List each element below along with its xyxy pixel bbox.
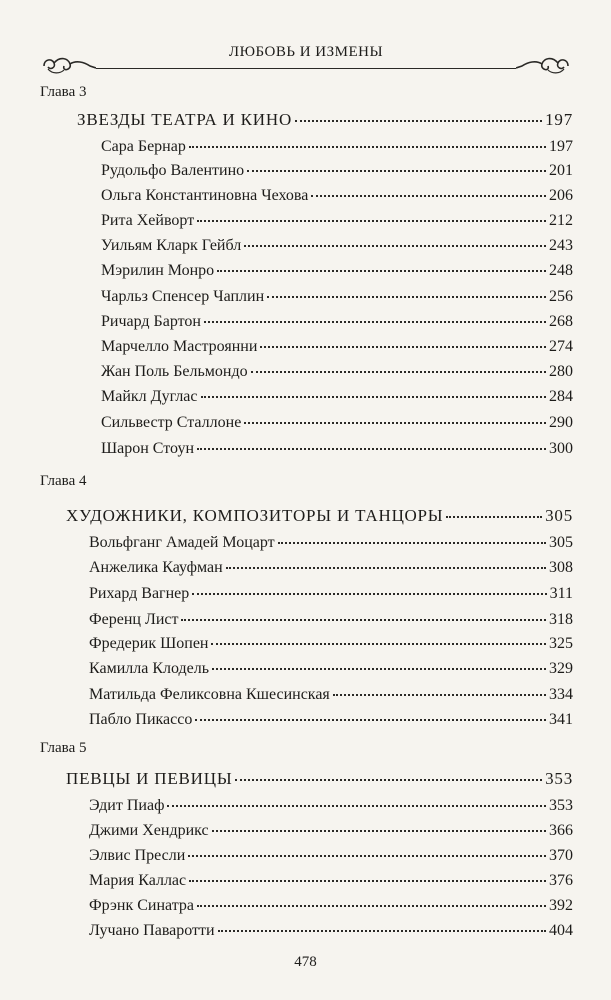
chapter-label: Глава 4 — [40, 473, 87, 489]
page-ref: 392 — [549, 897, 573, 914]
dot-leader — [311, 194, 546, 197]
page-ref: 268 — [549, 313, 573, 330]
entry-title: Ольга Константиновна Чехова — [101, 187, 309, 204]
page-ref: 197 — [545, 110, 573, 129]
page-ref: 243 — [549, 237, 573, 254]
entry-title: Фрэнк Синатра — [89, 897, 195, 914]
toc-entry[interactable] — [101, 210, 573, 232]
chapter-label: Глава 5 — [40, 740, 87, 756]
page-ref: 274 — [549, 338, 573, 355]
dot-leader — [278, 541, 546, 544]
dot-leader — [167, 804, 546, 807]
toc-entry[interactable] — [101, 260, 573, 282]
toc-entry[interactable] — [101, 286, 573, 308]
section-title: ХУДОЖНИКИ, КОМПОЗИТОРЫ И ТАНЦОРЫ — [66, 506, 444, 525]
toc-entry[interactable] — [101, 160, 573, 182]
page-number: 478 — [294, 954, 317, 970]
page-ref: 290 — [549, 414, 573, 431]
section-title: ЗВЕЗДЫ ТЕАТРА И КИНО — [77, 110, 293, 129]
entry-title: Жан Поль Бельмондо — [101, 363, 248, 380]
dot-leader — [218, 929, 546, 932]
header-rule — [96, 68, 516, 69]
running-header — [40, 44, 572, 74]
toc-entry[interactable] — [89, 658, 573, 680]
page-ref: 334 — [549, 686, 573, 703]
entry-title: Камилла Клодель — [89, 660, 210, 677]
section-title: ПЕВЦЫ И ПЕВИЦЫ — [66, 769, 233, 788]
dot-leader — [295, 119, 542, 122]
dot-leader — [197, 447, 546, 450]
page-ref: 325 — [549, 635, 573, 652]
page-ref: 318 — [549, 611, 573, 628]
page-ref: 206 — [549, 187, 573, 204]
dot-leader — [217, 269, 546, 272]
page-ref: 341 — [549, 711, 573, 728]
toc-entry[interactable] — [89, 532, 573, 554]
entry-title: Марчелло Мастроянни — [101, 338, 258, 355]
entry-title: Ричард Бартон — [101, 313, 201, 330]
entry-title: Чарльз Спенсер Чаплин — [101, 288, 265, 305]
dot-leader — [226, 566, 546, 569]
page-ref: 308 — [549, 559, 573, 576]
toc-section-row[interactable] — [66, 505, 573, 527]
dot-leader — [188, 854, 546, 857]
toc-entry[interactable] — [89, 820, 573, 842]
toc-entry[interactable] — [89, 895, 573, 917]
dot-leader — [260, 345, 546, 348]
dot-leader — [189, 145, 546, 148]
entry-title: Ференц Лист — [89, 611, 179, 628]
dot-leader — [446, 515, 542, 518]
toc-entry[interactable] — [101, 361, 573, 383]
entry-title: Рудольфо Валентино — [101, 162, 245, 179]
entry-title: Мария Каллас — [89, 872, 187, 889]
entry-title: Пабло Пикассо — [89, 711, 193, 728]
dot-leader — [212, 829, 546, 832]
page-ref: 201 — [549, 162, 573, 179]
dot-leader — [251, 370, 546, 373]
entry-title: Мэрилин Монро — [101, 262, 215, 279]
toc-entry[interactable] — [101, 336, 573, 358]
entry-title: Матильда Феликсовна Кшесинская — [89, 686, 330, 703]
toc-entry[interactable] — [89, 845, 573, 867]
toc-entry[interactable] — [101, 412, 573, 434]
toc-entry[interactable] — [89, 583, 573, 605]
entry-title: Рита Хейворт — [101, 212, 195, 229]
page-ref: 366 — [549, 822, 573, 839]
page-ref: 248 — [549, 262, 573, 279]
dot-leader — [247, 169, 546, 172]
entry-title: Рихард Вагнер — [89, 585, 190, 602]
page-ref: 404 — [549, 922, 573, 939]
toc-entry[interactable] — [89, 795, 573, 817]
page-ref: 305 — [549, 534, 573, 551]
page-ref: 353 — [545, 769, 573, 788]
entry-title: Сильвестр Сталлоне — [101, 414, 242, 431]
toc-entry[interactable] — [89, 870, 573, 892]
toc-entry[interactable] — [89, 709, 573, 731]
toc-entry[interactable] — [89, 633, 573, 655]
entry-title: Уильям Кларк Гейбл — [101, 237, 242, 254]
page-ref: 256 — [549, 288, 573, 305]
toc-entry[interactable] — [101, 438, 573, 460]
toc-section-row[interactable] — [66, 768, 573, 790]
dot-leader — [244, 421, 546, 424]
page-ref: 300 — [549, 440, 573, 457]
chapter-label: Глава 3 — [40, 84, 87, 100]
entry-title: Элвис Пресли — [89, 847, 186, 864]
page-ref: 353 — [549, 797, 573, 814]
page-ref: 376 — [549, 872, 573, 889]
toc-entry[interactable] — [101, 185, 573, 207]
page-ref: 329 — [549, 660, 573, 677]
running-header-title: ЛЮБОВЬ И ИЗМЕНЫ — [228, 44, 384, 60]
entry-title: Фредерик Шопен — [89, 635, 209, 652]
page-ref: 311 — [549, 585, 573, 602]
toc-entry[interactable] — [89, 920, 573, 942]
entry-title: Шарон Стоун — [101, 440, 194, 457]
page-ref: 305 — [545, 506, 573, 525]
toc-entry[interactable] — [89, 609, 573, 631]
dot-leader — [235, 778, 542, 781]
dot-leader — [197, 904, 546, 907]
dot-leader — [211, 642, 546, 645]
toc-entry[interactable] — [101, 311, 573, 333]
entry-title: Лучано Паваротти — [89, 922, 215, 939]
toc-section-row[interactable] — [77, 109, 573, 131]
entry-title: Майкл Дуглас — [101, 388, 198, 405]
dot-leader — [192, 592, 546, 595]
toc-entry[interactable] — [89, 557, 573, 579]
toc-entry[interactable] — [101, 386, 573, 408]
entry-title: Эдит Пиаф — [89, 797, 165, 814]
dot-leader — [333, 693, 546, 696]
dot-leader — [181, 618, 546, 621]
dot-leader — [189, 879, 546, 882]
entry-title: Вольфганг Амадей Моцарт — [89, 534, 275, 551]
page-ref: 284 — [549, 388, 573, 405]
dot-leader — [212, 667, 546, 670]
page-ref: 280 — [549, 363, 573, 380]
ornament-right-icon — [516, 54, 572, 78]
dot-leader — [204, 320, 546, 323]
toc-entry[interactable] — [89, 684, 573, 706]
entry-title: Сара Бернар — [101, 138, 186, 155]
dot-leader — [201, 395, 547, 398]
entry-title: Джими Хендрикс — [89, 822, 209, 839]
dot-leader — [244, 244, 546, 247]
entry-title: Анжелика Кауфман — [89, 559, 223, 576]
toc-entry[interactable] — [101, 136, 573, 158]
dot-leader — [197, 219, 546, 222]
toc-entry[interactable] — [101, 235, 573, 257]
page-ref: 197 — [549, 138, 573, 155]
dot-leader — [267, 295, 546, 298]
dot-leader — [195, 718, 546, 721]
page-ref: 212 — [549, 212, 573, 229]
page-ref: 370 — [549, 847, 573, 864]
